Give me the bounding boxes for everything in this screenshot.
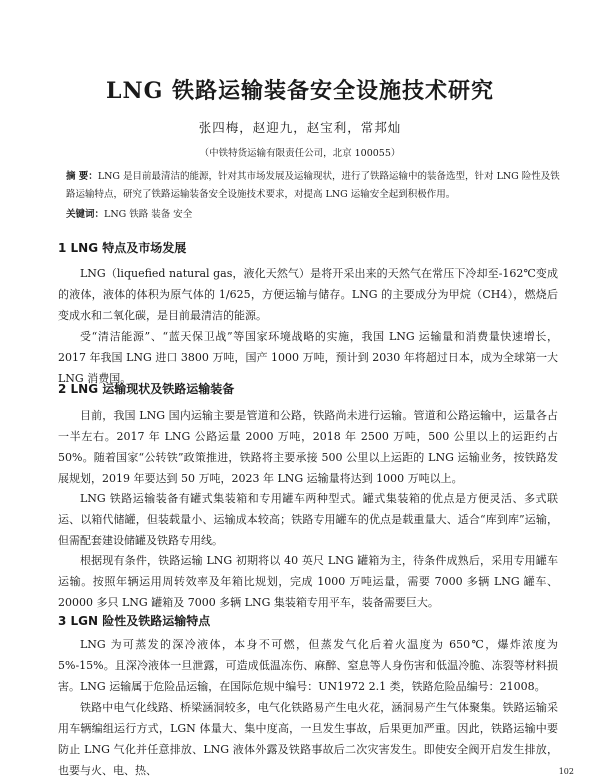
abstract-text: LNG 是目前最清洁的能源，针对其市场发展及运输现状，进行了铁路运输中的装备选型，针对 LNG 险性及铁路运输特点，研究了铁路运输装备安全设施技术要求，对提高 LNG 运输安全起到积极作用。 [66,171,560,200]
body-paragraph: 受“清洁能源”、“蓝天保卫战”等国家环境战略的实施，我国 LNG 运输量和消费量快速增长，2017 年我国 LNG 进口 3800 万吨，国产 1000 万吨，预计到 2030 年将超过日本，成为全球第一大 LNG 消费国。 [58,330,558,385]
body-paragraph: LNG（liquefied natural gas，液化天然气）是将开采出来的天然气在常压下冷却至-162℃变成的液体，液体的体积为原气体的 1/625，方便运输与储存。LNG 的主要成分为甲烷（CH4），燃烧后变成水和二氧化碳，是目前最清洁的能源。 [58,267,558,322]
keywords-text: LNG 铁路 装备 安全 [104,209,193,220]
body-paragraph: LNG 为可蒸发的深冷液体，本身不可燃，但蒸发气化后着火温度为 650℃，爆炸浓度为 5%-15%。且深冷液体一旦泄露，可造成低温冻伤、麻醉、窒息等人身伤害和低温冷脆、冻裂等材料损害。LNG 运输属于危险品运输，在国际危规中编号：UN1972 2.1 类，铁路危险品编号：21008。 [58,638,558,693]
paper-title: LNG 铁路运输装备安全设施技术研究 [105,78,495,104]
body-paragraph: LNG 铁路运输装备有罐式集装箱和专用罐车两种型式。罐式集装箱的优点是方便灵活、多式联运、以箱代储罐，但装载量小、运输成本较高；铁路专用罐车的优点是载重量大、适合“库到库”运输，但需配套建设储罐及铁路专用线。 [58,492,558,547]
abstract [66,168,566,204]
section-heading-2: 2 LNG 运输现状及铁路运输装备 [58,382,235,396]
keywords-label: 关键词： [66,209,105,220]
abstract-label: 摘 要： [66,171,98,182]
page-number: 102 [558,767,574,776]
section-heading-3: 3 LGN 险性及铁路运输特点 [58,614,211,628]
body-paragraph: 目前，我国 LNG 国内运输主要是管道和公路，铁路尚未进行运输。管道和公路运输中，运量各占一半左右。2017 年 LNG 公路运量 2000 万吨，2018 年 2500 万吨，500 公里以上的运距约占 50%。随着国家“公转铁”政策推进，铁路将主要承接 500 公里以上运距的 LNG 运输业务，按铁路发展规划，2019 年要达到 50 万吨，2023 年 LNG 运输量将达到 1000 万吨以上。 [58,409,558,485]
affiliation: （中铁特货运输有限责任公司，北京 100055） [199,148,401,159]
section-heading-1: 1 LNG 特点及市场发展 [58,241,187,255]
author-list: 张四梅，赵迎九，赵宝利，常邦灿 [198,120,402,135]
body-paragraph: 根据现有条件，铁路运输 LNG 初期将以 40 英尺 LNG 罐箱为主，待条件成熟后，采用专用罐车运输。按照年辆运用周转效率及年箱比规划，完成 1000 万吨运量，需要 7000 多辆 LNG 罐车、20000 多只 LNG 罐箱及 7000 多辆 LNG 集装箱专用平车，装备需要巨大。 [58,554,558,609]
keywords [66,207,566,223]
body-paragraph: 铁路中电气化线路、桥梁涵洞较多，电气化铁路易产生电火花，涵洞易产生气体聚集。铁路运输采用车辆编组运行方式，LGN 体量大、集中度高，一旦发生事故，后果更加严重。因此，铁路运输中要防止 LNG 气化并任意排放、LNG 液体外露及铁路事故后二次灾害发生。即使安全阀开启发生排放，也要与火、电、热、 [58,701,558,777]
